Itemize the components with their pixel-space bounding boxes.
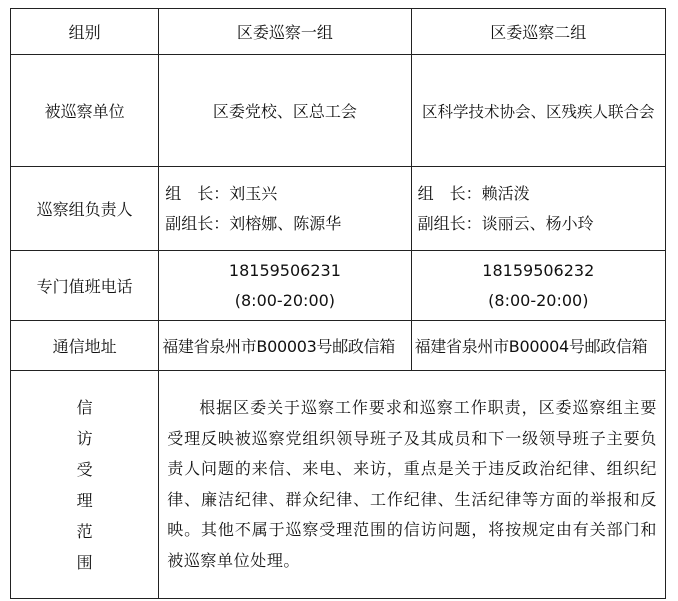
scope-label [11, 371, 159, 599]
group-1-deputy: 副组长：刘榕娜、陈源华 [165, 213, 342, 233]
phone-number-1: 18159506231 [228, 260, 341, 280]
address-group-1: 福建省泉州市B00003号邮政信箱 [159, 321, 411, 371]
group-1-leader: 组 长：刘玉兴 [165, 183, 278, 203]
header-group-1: 区委巡察一组 [159, 9, 411, 55]
header-group-label: 组别 [11, 9, 159, 55]
scope-label-char: 访 [76, 428, 93, 448]
scope-row [11, 371, 666, 599]
scope-label-char: 受 [76, 459, 93, 479]
address-row [11, 321, 666, 371]
phone-hours-1: (8:00-20:00) [234, 290, 336, 310]
header-group-2: 区委巡察二组 [411, 9, 665, 55]
leaders-group-2 [411, 167, 665, 251]
address-label: 通信地址 [11, 321, 159, 371]
scope-label-char: 范 [76, 521, 93, 541]
phone-label: 专门值班电话 [11, 251, 159, 321]
patrol-info-table [10, 8, 666, 599]
phone-hours-2: (8:00-20:00) [488, 290, 589, 310]
scope-text: 根据区委关于巡察工作要求和巡察工作职责，区委巡察组主要受理反映被巡察党组织领导班子及其成员和下一级领导班子主要负责人问题的来信、来电、来访，重点是关于违反政治纪律、组织纪律、廉洁纪律、群众纪律、工作纪律、生活纪律等方面的举报和反映。其他不属于巡察受理范围的信访问题，将按规定由有关部门和被巡察单位处理。 [167, 398, 657, 570]
address-group-2: 福建省泉州市B00004号邮政信箱 [411, 321, 665, 371]
leaders-row [11, 167, 666, 251]
header-row [11, 9, 666, 55]
scope-label-char: 理 [76, 490, 93, 510]
phone-group-1 [159, 251, 411, 321]
scope-label-char: 围 [76, 552, 93, 572]
units-row [11, 55, 666, 167]
leaders-group-1 [159, 167, 411, 251]
phone-number-2: 18159506232 [482, 260, 595, 280]
group-2-leader: 组 长：赖活泼 [417, 183, 530, 203]
scope-label-char: 信 [76, 397, 93, 417]
units-group-1: 区委党校、区总工会 [159, 55, 411, 167]
units-group-2: 区科学技术协会、区残疾人联合会 [411, 55, 665, 167]
phone-group-2 [411, 251, 665, 321]
units-label: 被巡察单位 [11, 55, 159, 167]
leaders-label: 巡察组负责人 [11, 167, 159, 251]
scope-content [159, 371, 666, 599]
phone-row [11, 251, 666, 321]
group-2-deputy: 副组长：谈丽云、杨小玲 [417, 213, 594, 233]
